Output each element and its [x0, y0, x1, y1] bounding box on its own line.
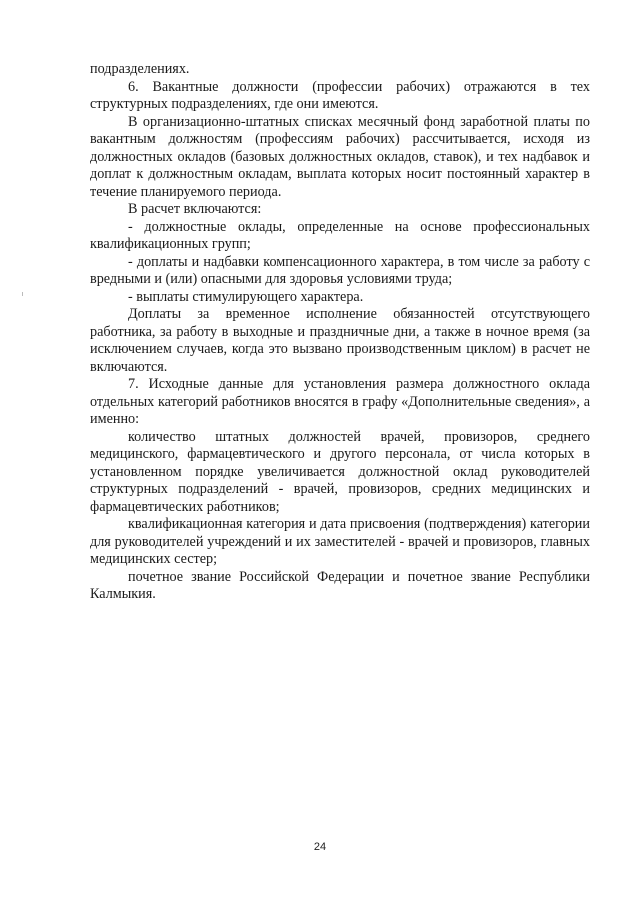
paragraph-item-7: 7. Исходные данные для установления размера должностного оклада отдельных категорий работников вносятся в графу «Дополнительные сведения», а именно:	[90, 376, 590, 427]
paragraph-exclusions: Доплаты за временное исполнение обязанностей отсутствующего работника, за работу в выходные и праздничные дни, а также в ночное время (за исключением случаев, когда это вызвано производственным циклом) в расчет не включаются.	[90, 306, 590, 375]
paragraph-qualification: квалификационная категория и дата присвоения (подтверждения) категории для руководителей учреждений и их заместителей - врачей и провизоров, главных медицинских сестер;	[90, 516, 590, 567]
list-item-compensation: - доплаты и надбавки компенсационного характера, в том числе за работу с вредными и (или) опасными для здоровья условиями труда;	[90, 253, 590, 287]
paragraph-continuation: подразделениях.	[90, 61, 190, 77]
paragraph-item-6: 6. Вакантные должности (профессии рабочих) отражаются в тех структурных подразделениях, где они имеются.	[90, 78, 590, 112]
document-body	[90, 61, 590, 604]
paragraph-staff-count: количество штатных должностей врачей, провизоров, среднего медицинского, фармацевтического и другого персонала, от числа которых в установленном порядке увеличивается должностной оклад руководителей структурных подразделений - врачей, провизоров, средних медицинских и фармацевтических работников;	[90, 428, 590, 515]
paragraph-salary-fund: В организационно-штатных списках месячный фонд заработной платы по вакантным должностям (профессиям рабочих) рассчитывается, исходя из должностных окладов (базовых должностных окладов, ставок), и тех надбавок и доплат к должностным окладам, выплата которых носит постоянный характер в течение планируемого периода.	[90, 113, 590, 200]
paragraph-included-heading: В расчет включаются:	[128, 201, 262, 217]
list-item-official-salaries: - должностные оклады, определенные на основе профессиональных квалификационных групп;	[90, 218, 590, 252]
list-item-incentive: - выплаты стимулирующего характера.	[128, 288, 364, 305]
paragraph-honorary-title: почетное звание Российской Федерации и почетное звание Республики Калмыкия.	[90, 568, 590, 602]
scan-margin-mark	[22, 292, 23, 296]
page-number: 24	[313, 841, 327, 853]
